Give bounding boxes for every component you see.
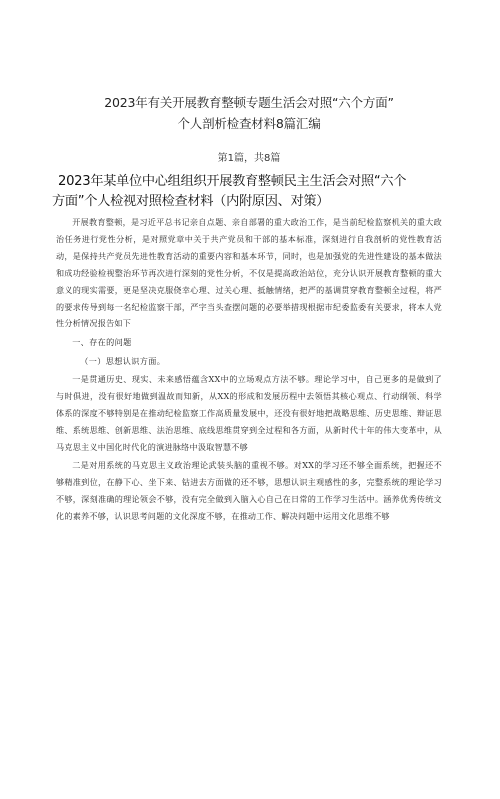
intro-paragraph: 开展教育整顿，是习近平总书记亲自点题、亲自部署的重大政治工作，是当前纪检监察机关的重大政治任务进行党性分析，是对照党章中关于共产党员和干部的基本标准，深刻进行自我剖析的党性教育活动，是保持共产党员先进性教育活动的重要内容和基本环节，同时，也是加强党的先进性建设的基本做法和成功经验检视整治环节再次进行深刻的党性分析，不仅是提高政治站位，充分认识开展教育整顿的重大意义的现实需要，更是坚决克服侥幸心理、过关心理、抵触情绪，把严的基调贯穿教育整顿全过程，将严的要求传导到每一名纪检监察干部，严字当头查摆问题的必要举措现根据市纪委监委有关要求，将本人党性分析情况报告如下	[56, 217, 442, 329]
body-paragraph-1: 一是贯通历史、现实、未来感悟蕴含XX中的立场观点方法不够。理论学习中，自己更多的是做到了与时俱进，没有很好地做到温故而知新，从XX的形成和发展历程中去领悟其核心观点、行动纲领、科学体系的深度不够特别是在推动纪检监察工作高质量发展中，还没有很好地把战略思维、历史思维、辩证思维、系统思维、创新思维、法治思维、底线思维贯穿到全过程和各方面，从新时代十年的伟大变革中，从马克思主义中国化时代化的演进脉络中汲取智慧不够	[56, 374, 442, 452]
article-title-line2: 方面”个人检视对照检查材料（内附原因、对策）	[52, 194, 330, 209]
collection-title-line2: 个人剖析检查材料8篇汇编	[177, 116, 321, 131]
collection-title	[56, 92, 442, 134]
document-page	[0, 92, 500, 799]
collection-title-line1: 2023年有关开展教育整顿专题生活会对照“六个方面”	[104, 95, 394, 110]
article-title-line1: 2023年某单位中心组组织开展教育整顿民主生活会对照“六个	[58, 174, 407, 189]
article-counter: 第1篇，共8篇	[217, 153, 281, 164]
subsection-heading-thinking: （一）思想认识方面。	[80, 356, 166, 367]
article-title	[52, 172, 450, 212]
section-heading-problems: 一、存在的问题	[72, 337, 132, 348]
body-paragraph-2: 二是对用系统的马克思主义政治理论武装头脑的重视不够。对XX的学习还不够全面系统，把握还不够精准到位，在静下心、坐下来、钻进去方面做的还不够，思想认识主观感性的多，完整系统的理论学习不够，深刻准确的理论领会不够，没有完全做到入脑入心自己在日常的工作学习生活中。涵养优秀传统文化的素养不够，认识思考问题的文化深度不够，在推动工作、解决问题中运用文化思维不够	[56, 459, 442, 521]
